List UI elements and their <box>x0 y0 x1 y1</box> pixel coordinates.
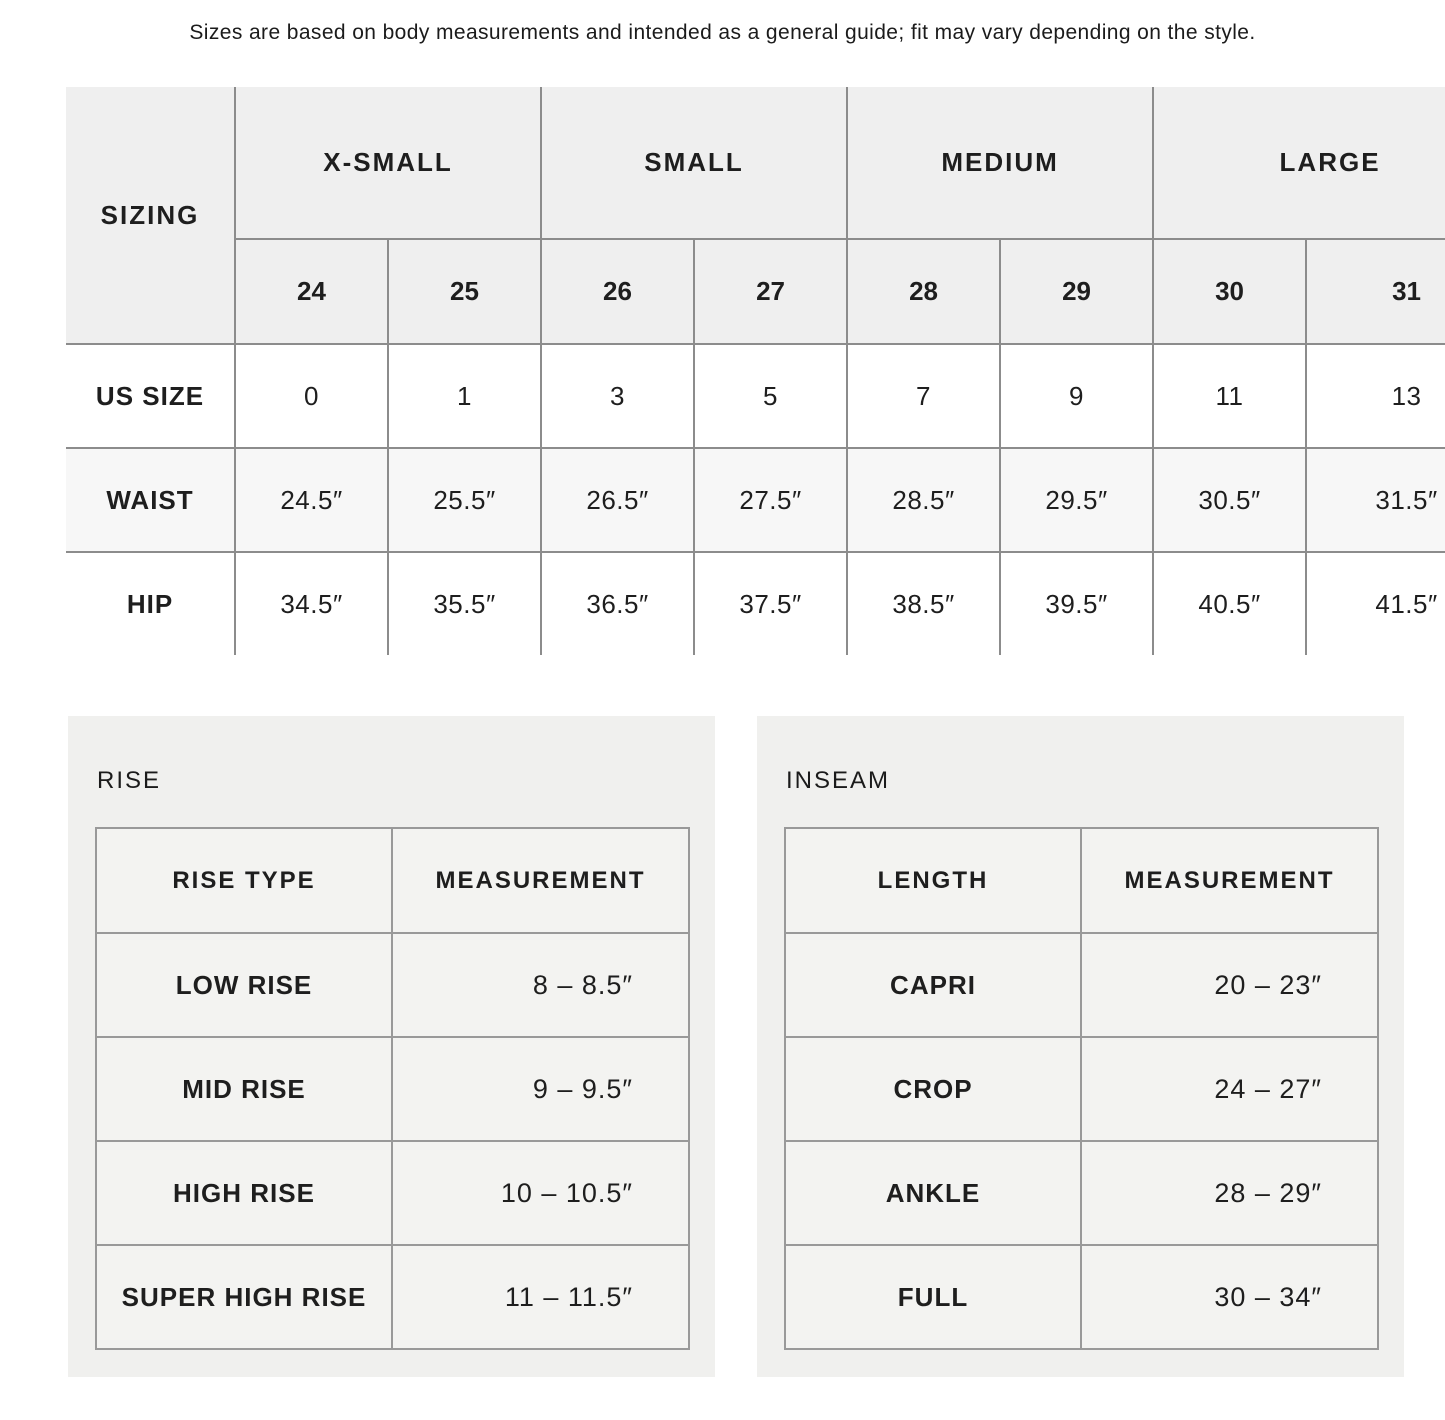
hip-cell: 35.5″ <box>388 552 541 655</box>
row-label-us-size: US SIZE <box>66 344 235 448</box>
rise-table-row <box>96 1245 689 1349</box>
row-label-waist: WAIST <box>66 448 235 552</box>
size-number-header: 25 <box>388 239 541 344</box>
size-number-header: 26 <box>541 239 694 344</box>
inseam-measurement-cell: 20 – 23″ <box>1081 933 1378 1037</box>
sizing-table <box>66 87 1445 655</box>
hip-cell: 38.5″ <box>847 552 1000 655</box>
waist-cell: 25.5″ <box>388 448 541 552</box>
size-group-header-row <box>66 87 1445 239</box>
rise-panel <box>68 716 715 1377</box>
inseam-table <box>784 827 1379 1350</box>
rise-type-cell: HIGH RISE <box>96 1141 392 1245</box>
rise-measurement-cell: 11 – 11.5″ <box>392 1245 689 1349</box>
rise-table-header-row <box>96 828 689 933</box>
us-size-cell: 3 <box>541 344 694 448</box>
us-size-cell: 11 <box>1153 344 1306 448</box>
size-number-header: 24 <box>235 239 388 344</box>
size-number-header: 30 <box>1153 239 1306 344</box>
sizing-corner-header: SIZING <box>66 87 235 344</box>
us-size-cell: 7 <box>847 344 1000 448</box>
size-group-header-large: LARGE <box>1153 87 1445 239</box>
size-group-header-medium: MEDIUM <box>847 87 1153 239</box>
inseam-table-row <box>785 1141 1378 1245</box>
size-number-header: 31 <box>1306 239 1445 344</box>
hip-cell: 37.5″ <box>694 552 847 655</box>
us-size-cell: 13 <box>1306 344 1445 448</box>
rise-table <box>95 827 690 1350</box>
rise-table-row <box>96 933 689 1037</box>
inseam-table-row <box>785 1245 1378 1349</box>
inseam-table-row <box>785 933 1378 1037</box>
inseam-measurement-header: MEASUREMENT <box>1081 828 1378 933</box>
waist-cell: 31.5″ <box>1306 448 1445 552</box>
rise-type-cell: LOW RISE <box>96 933 392 1037</box>
rise-table-row <box>96 1141 689 1245</box>
size-number-header: 29 <box>1000 239 1153 344</box>
hip-cell: 39.5″ <box>1000 552 1153 655</box>
rise-measurement-header: MEASUREMENT <box>392 828 689 933</box>
rise-type-cell: MID RISE <box>96 1037 392 1141</box>
rise-measurement-cell: 9 – 9.5″ <box>392 1037 689 1141</box>
hip-cell: 36.5″ <box>541 552 694 655</box>
size-number-header: 28 <box>847 239 1000 344</box>
rise-table-row <box>96 1037 689 1141</box>
inseam-length-cell: CROP <box>785 1037 1081 1141</box>
rise-measurement-cell: 8 – 8.5″ <box>392 933 689 1037</box>
size-guide-note: Sizes are based on body measurements and intended as a general guide; fit may vary depending on the style. <box>189 21 1256 44</box>
us-size-cell: 5 <box>694 344 847 448</box>
us-size-cell: 1 <box>388 344 541 448</box>
inseam-length-header: LENGTH <box>785 828 1081 933</box>
size-number-header: 27 <box>694 239 847 344</box>
hip-cell: 41.5″ <box>1306 552 1445 655</box>
waist-cell: 28.5″ <box>847 448 1000 552</box>
us-size-row <box>66 344 1445 448</box>
inseam-length-cell: FULL <box>785 1245 1081 1349</box>
inseam-measurement-cell: 28 – 29″ <box>1081 1141 1378 1245</box>
hip-row <box>66 552 1445 655</box>
size-group-header-xsmall: X-SMALL <box>235 87 541 239</box>
inseam-table-row <box>785 1037 1378 1141</box>
measurement-panels <box>68 716 1445 1377</box>
size-group-header-small: SMALL <box>541 87 847 239</box>
inseam-length-cell: CAPRI <box>785 933 1081 1037</box>
inseam-measurement-cell: 24 – 27″ <box>1081 1037 1378 1141</box>
waist-cell: 30.5″ <box>1153 448 1306 552</box>
hip-cell: 40.5″ <box>1153 552 1306 655</box>
waist-row <box>66 448 1445 552</box>
inseam-panel-title: INSEAM <box>786 767 891 794</box>
inseam-length-cell: ANKLE <box>785 1141 1081 1245</box>
us-size-cell: 0 <box>235 344 388 448</box>
inseam-panel <box>757 716 1404 1377</box>
rise-type-cell: SUPER HIGH RISE <box>96 1245 392 1349</box>
us-size-cell: 9 <box>1000 344 1153 448</box>
hip-cell: 34.5″ <box>235 552 388 655</box>
inseam-table-header-row <box>785 828 1378 933</box>
row-label-hip: HIP <box>126 588 174 619</box>
waist-cell: 29.5″ <box>1000 448 1153 552</box>
size-number-header-row <box>66 239 1445 344</box>
rise-panel-title: RISE <box>97 767 162 794</box>
rise-type-header: RISE TYPE <box>96 828 392 933</box>
inseam-measurement-cell: 30 – 34″ <box>1081 1245 1378 1349</box>
waist-cell: 26.5″ <box>541 448 694 552</box>
waist-cell: 27.5″ <box>694 448 847 552</box>
waist-cell: 24.5″ <box>235 448 388 552</box>
sizing-table-container <box>66 87 1445 655</box>
rise-measurement-cell: 10 – 10.5″ <box>392 1141 689 1245</box>
